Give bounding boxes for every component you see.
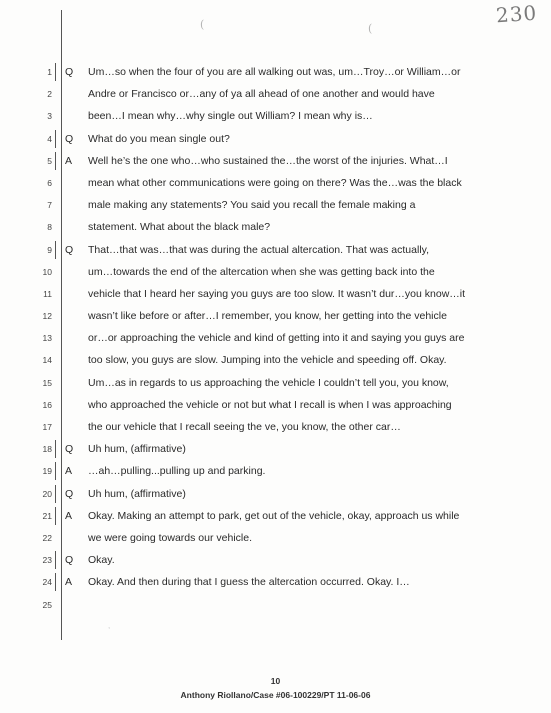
line-text: or…or approaching the vehicle and kind of getting into it and saying you guys are	[88, 332, 465, 345]
line-text: Well he’s the one who…who sustained the…the worst of the injuries. What…I	[88, 154, 448, 167]
scan-artifact: (	[368, 22, 373, 35]
transcript-line	[0, 349, 551, 371]
line-text: Okay. Making an attempt to park, get out of the vehicle, okay, approach us while	[88, 509, 460, 522]
line-text: wasn’t like before or after…I remember, you know, her getting into the vehicle	[88, 310, 447, 323]
speaker-label: A	[65, 576, 73, 589]
line-number: 19	[42, 466, 52, 477]
transcript-line	[0, 150, 551, 172]
line-number: 6	[47, 177, 52, 188]
line-text: Okay.	[88, 554, 115, 567]
line-text: mean what other communications were going on there? Was the…was the black	[88, 176, 462, 189]
line-number: 14	[42, 355, 52, 366]
line-number: 5	[47, 155, 52, 166]
speaker-label: Q	[65, 487, 74, 500]
transcript-line	[0, 549, 551, 571]
speaker-label: Q	[65, 554, 74, 567]
line-text: What do you mean single out?	[88, 132, 230, 145]
line-number: 11	[43, 288, 52, 299]
line-text: Um…so when the four of you are all walking out was, um…Troy…or William…or	[88, 66, 461, 78]
line-number: 17	[42, 422, 52, 432]
line-number: 24	[42, 577, 52, 588]
footer-page-number: 10	[270, 676, 281, 686]
line-text: Uh hum, (affirmative)	[88, 487, 186, 500]
transcript-line	[0, 305, 551, 327]
line-text: Um…as in regards to us approaching the vehicle I couldn’t tell you, you know,	[88, 376, 449, 389]
transcript-line	[0, 571, 551, 593]
transcript-line	[0, 327, 551, 349]
transcript-lines	[0, 61, 551, 616]
transcript-line	[0, 438, 551, 460]
transcript-line	[0, 416, 551, 438]
line-text: Andre or Francisco or…any of ya all ahead of one another and would have	[88, 88, 435, 101]
line-text: …ah…pulling...pulling up and parking.	[88, 465, 266, 478]
transcript-line	[0, 505, 551, 527]
line-number: 1	[47, 67, 52, 77]
line-text: Uh hum, (affirmative)	[88, 443, 186, 456]
transcript-line	[0, 83, 551, 105]
speaker-label: A	[65, 154, 73, 167]
transcript-line	[0, 128, 551, 150]
line-number: 23	[42, 555, 52, 566]
footer-case-line: Anthony Riollano/Case #06-100229/PT 11-06-06	[180, 690, 371, 700]
line-number: 8	[47, 222, 52, 233]
handwritten-page-mark: 230	[495, 0, 538, 28]
speaker-label: Q	[65, 132, 74, 145]
line-text: been…I mean why…why single out William? I mean why is…	[88, 110, 373, 123]
line-text: um…towards the end of the altercation when she was getting back into the	[88, 265, 435, 278]
line-number: 13	[42, 333, 52, 344]
transcript-line	[0, 105, 551, 127]
transcript-line	[0, 594, 551, 616]
transcript-line	[0, 483, 551, 505]
line-number: 18	[42, 444, 52, 455]
line-text: we were going towards our vehicle.	[88, 531, 253, 544]
line-text: the our vehicle that I recall seeing the ve, you know, the other car…	[88, 421, 401, 433]
line-number: 15	[42, 377, 52, 388]
speaker-label: Q	[65, 66, 74, 78]
transcript-line	[0, 194, 551, 216]
line-number: 4	[47, 133, 52, 144]
transcript-line	[0, 460, 551, 482]
line-number: 10	[42, 266, 52, 277]
line-number: 7	[47, 200, 52, 211]
transcript-line	[0, 61, 551, 83]
line-number: 20	[42, 488, 52, 499]
speaker-label: A	[65, 465, 73, 478]
line-number: 9	[47, 244, 52, 255]
transcript-line	[0, 527, 551, 549]
line-text: who approached the vehicle or not but what I recall is when I was approaching	[88, 398, 452, 411]
line-text: That…that was…that was during the actual altercation. That was actually,	[88, 243, 430, 256]
transcript-line	[0, 394, 551, 416]
transcript-line	[0, 239, 551, 261]
line-number: 12	[42, 311, 52, 322]
scan-artifact: ,	[108, 621, 111, 630]
line-number: 16	[42, 399, 52, 410]
transcript-line	[0, 216, 551, 238]
line-number: 25	[42, 599, 52, 610]
line-text: statement. What about the black male?	[88, 221, 271, 234]
line-number: 3	[47, 111, 52, 122]
line-text: too slow, you guys are slow. Jumping into the vehicle and speeding off. Okay.	[88, 354, 447, 367]
transcript-line	[0, 172, 551, 194]
transcript-line	[0, 283, 551, 305]
transcript-line	[0, 372, 551, 394]
transcript-line	[0, 261, 551, 283]
speaker-label: A	[65, 509, 73, 522]
line-text: Okay. And then during that I guess the altercation occurred. Okay. I…	[88, 576, 410, 589]
line-text: vehicle that I heard her saying you guys are too slow. It wasn’t dur…you know…it	[88, 287, 466, 300]
line-number: 2	[47, 89, 52, 100]
line-text: male making any statements? You said you recall the female making a	[88, 199, 416, 212]
speaker-label: Q	[65, 443, 74, 456]
line-number: 21	[42, 510, 52, 521]
speaker-label: Q	[65, 243, 74, 256]
line-number: 22	[42, 532, 52, 543]
scan-artifact: (	[200, 18, 205, 31]
